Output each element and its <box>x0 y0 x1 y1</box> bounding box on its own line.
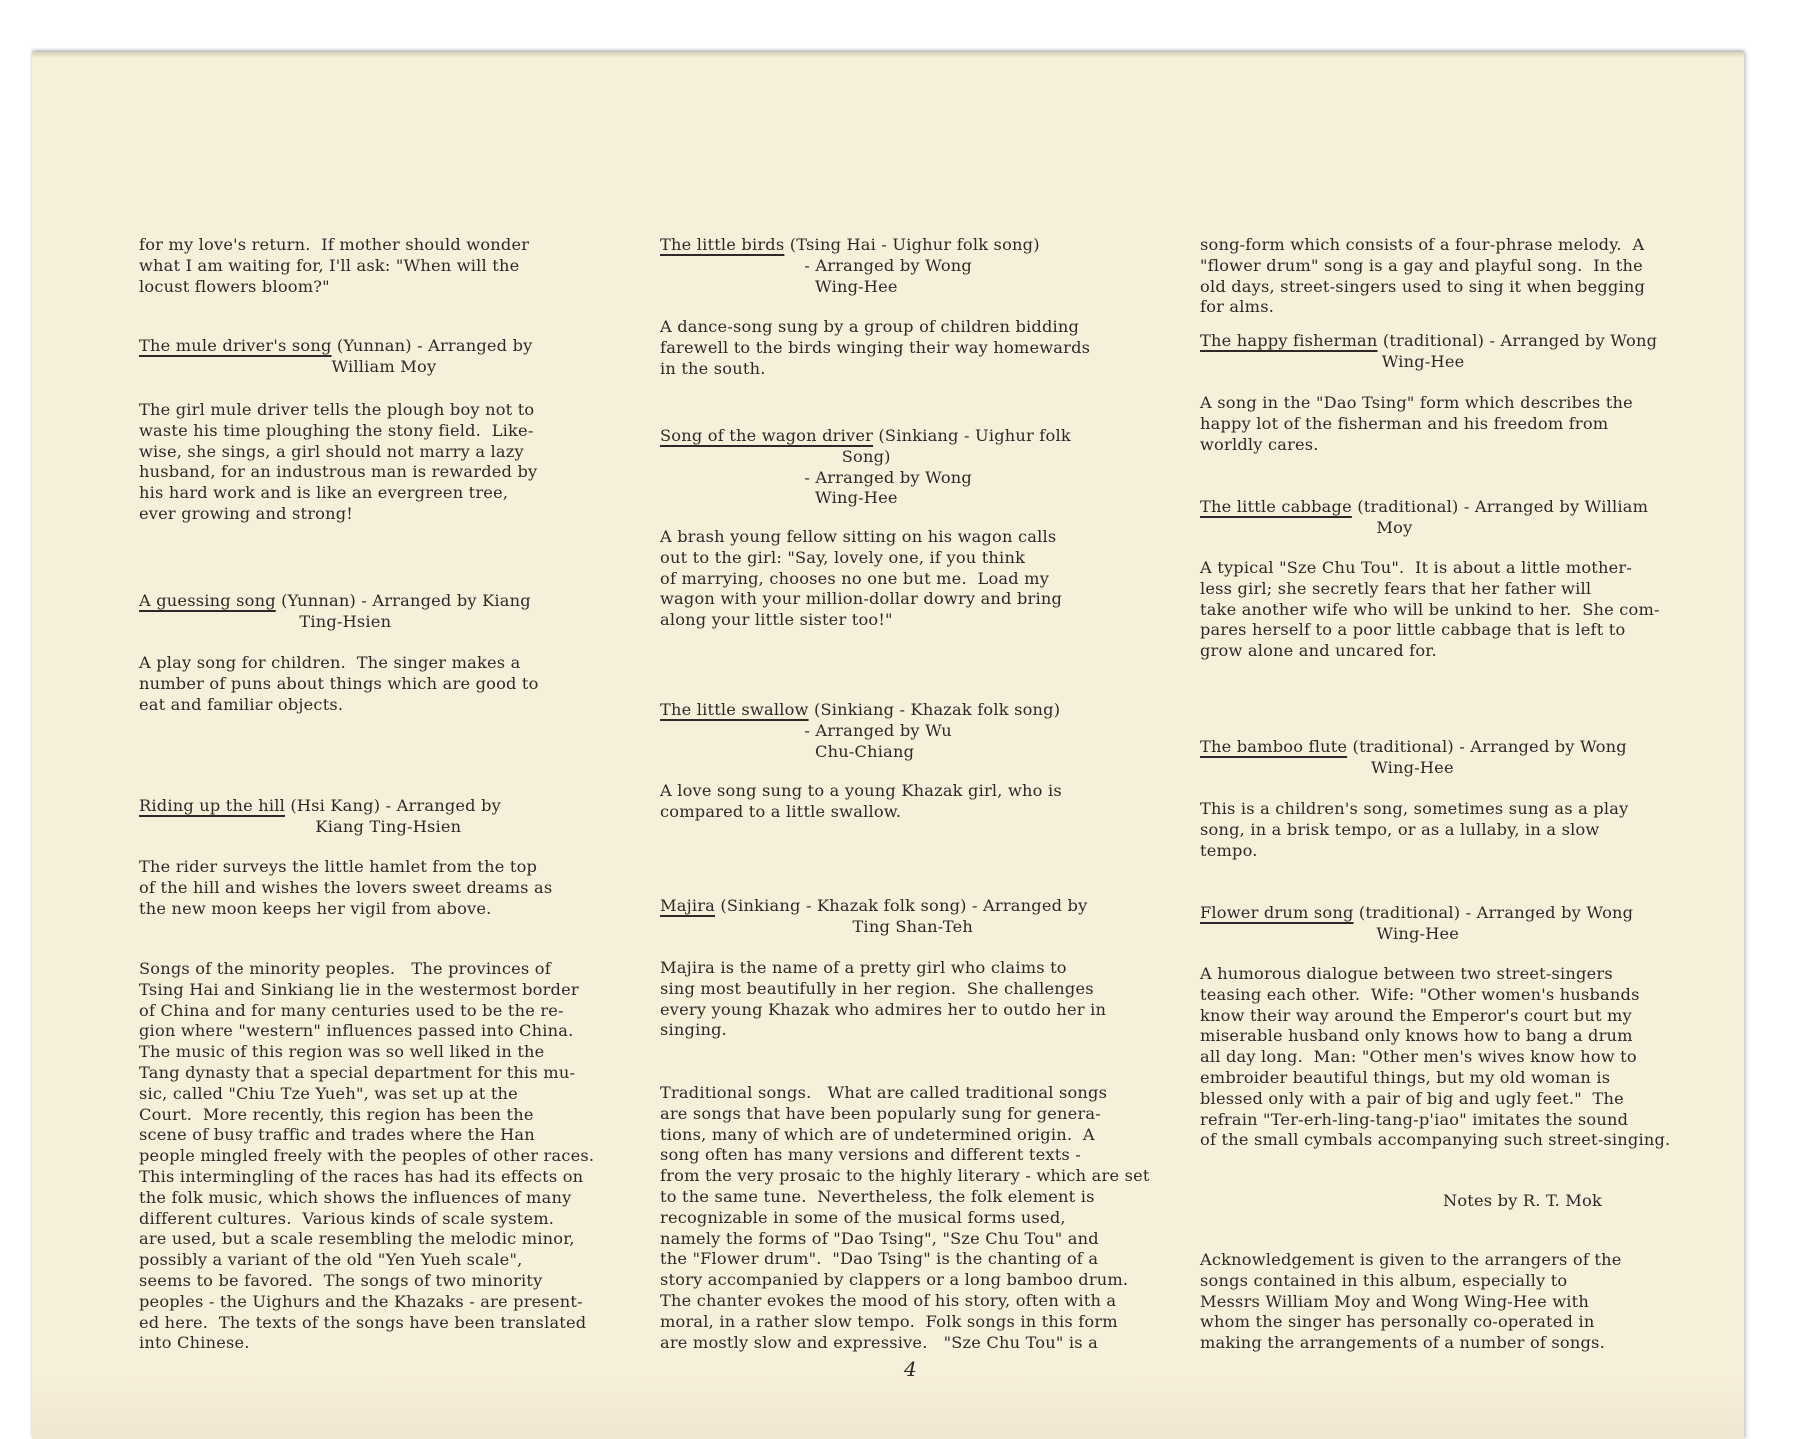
song-description: The girl mule driver tells the plough boy not to waste his time ploughing the stony field. Like- wise, she sings, a girl should not marry a lazy husband, for an industrous man is rewarded by his hard work and is like an evergreen tree, ever growing and strong! <box>139 400 538 523</box>
song-description: A typical "Sze Chu Tou". It is about a little mother- less girl; she secretly fears that her father will take another wife who will be unkind to her. She com- pares herself to a poor little cabbage that is left to grow alone and uncared for. <box>1200 558 1660 661</box>
song-arranger: (traditional) - Arranged by Wong Wing-Hee <box>1358 903 1634 943</box>
song-arranger: (Hsi Kang) - Arranged by Kiang Ting-Hsien <box>290 796 501 836</box>
page-number: 4 <box>904 1357 917 1381</box>
song-arranger: (Sinkiang - Khazak folk song) - Arranged by Ting Shan-Teh <box>720 896 1088 936</box>
song-title: The happy fisherman <box>1200 331 1378 350</box>
song-description: This is a children's song, sometimes sung as a play song, in a brisk tempo, or as a lullaby, in a slow tempo. <box>1200 799 1629 860</box>
song-title: The bamboo flute <box>1200 737 1348 756</box>
song-arranger: (Sinkiang - Uighur folk Song) - Arranged by Wong Wing-Hee <box>804 426 1071 508</box>
song-title: The mule driver's song <box>139 336 332 355</box>
song-heading-little-cabbage <box>1200 497 1720 539</box>
song-arranger: (Yunnan) - Arranged by Kiang Ting-Hsien <box>281 591 531 631</box>
intro-paragraph-end: for my love's return. If mother should wonder what I am waiting for, I'll ask: "When will the locust flowers bloom?" <box>139 235 530 296</box>
song-title: Majira <box>660 896 716 915</box>
song-heading-little-birds <box>660 235 1180 297</box>
notes-credit: Notes by R. T. Mok <box>1443 1191 1603 1210</box>
song-title: The little birds <box>660 235 785 254</box>
song-title: Flower drum song <box>1200 903 1354 922</box>
song-heading-little-swallow <box>660 700 1180 762</box>
song-arranger: (Tsing Hai - Uighur folk song) - Arranged by Wong Wing-Hee <box>789 235 1040 296</box>
song-title: The little cabbage <box>1200 497 1352 516</box>
acknowledgement: Acknowledgement is given to the arrangers of the songs contained in this album, especially to Messrs William Moy and Wong Wing-Hee with whom the singer has personally co-operated in making the arrangements of a number of songs. <box>1200 1250 1622 1353</box>
essay-traditional-songs: Traditional songs. What are called traditional songs are songs that have been popularly sung for genera- tions, many of which are of undetermined origin. A song often has many versions and different texts - from the very prosaic to the highly literary - which are set to the same tune. Nevertheless, the folk element is recognizable in some of the musical forms used, namely the forms of "Dao Tsing", "Sze Chu Tou" and the "Flower drum". "Dao Tsing" is the chanting of a story accompanied by clappers or a long bamboo drum. The chanter evokes the mood of his story, often with a moral, in a rather slow tempo. Folk songs in this form are mostly slow and expressive. "Sze Chu Tou" is a <box>660 1083 1150 1352</box>
song-description: A dance-song sung by a group of children bidding farewell to the birds winging their way homewards in the south. <box>660 317 1091 378</box>
song-title: The little swallow <box>660 700 809 719</box>
song-heading-majira <box>660 896 1180 938</box>
song-heading-mule-driver <box>139 336 649 378</box>
song-heading-riding-up-the-hill <box>139 796 649 838</box>
song-heading-bamboo-flute <box>1200 737 1720 779</box>
song-description: A brash young fellow sitting on his wagon calls out to the girl: "Say, lovely one, if you think of marrying, chooses no one but me. Load my wagon with your million-dollar dowry and bring along your little sister too!" <box>660 527 1063 630</box>
song-arranger: (traditional) - Arranged by Wong Wing-Hee <box>1352 737 1627 777</box>
song-arranger: (traditional) - Arranged by William Moy <box>1357 497 1649 537</box>
song-description: A humorous dialogue between two street-singers teasing each other. Wife: "Other women's husbands know their way around the Emperor's court but my miserable husband only knows how to bang a drum all day long. Man: "Other men's wives know how to embroider beautiful things, but my old woman is blessed only with a pair of big and ugly feet." The refrain "Ter-erh-ling-tang-p'iao" imitates the sound of the small cymbals accompanying such street-singing. <box>1200 964 1671 1150</box>
song-description: A love song sung to a young Khazak girl, who is compared to a little swallow. <box>660 781 1062 821</box>
essay-minority-peoples: Songs of the minority peoples. The provinces of Tsing Hai and Sinkiang lie in the westermost border of China and for many centuries used to be the re- gion where "western" influences passed into China. The music of this region was so well liked in the Tang dynasty that a special department for this mu- sic, called "Chiu Tze Yueh", was set up at the Court. More recently, this region has been the scene of busy traffic and trades where the Han people mingled freely with the peoples of other races. This intermingling of the races has had its effects on the folk music, which shows the influences of many different cultures. Various kinds of scale system. are used, but a scale resembling the melodic minor, possibly a variant of the old "Yen Yueh scale", seems to be favored. The songs of two minority peoples - the Uighurs and the Khazaks - are present- ed here. The texts of the songs have been translated into Chinese. <box>139 959 595 1353</box>
song-description: The rider surveys the little hamlet from the top of the hill and wishes the lovers sweet dreams as the new moon keeps her vigil from above. <box>139 857 553 918</box>
song-heading-guessing-song <box>139 591 649 633</box>
song-heading-flower-drum <box>1200 903 1720 945</box>
essay-continuation: song-form which consists of a four-phrase melody. A "flower drum" song is a gay and playful song. In the old days, street-singers used to sing it when begging for alms. <box>1200 235 1646 317</box>
song-title: Riding up the hill <box>139 796 285 815</box>
song-arranger: (Sinkiang - Khazak folk song) - Arranged by Wu Chu-Chiang <box>804 700 1061 761</box>
song-heading-wagon-driver <box>660 426 1180 509</box>
booklet-page <box>32 52 1744 1439</box>
song-title: Song of the wagon driver <box>660 426 874 445</box>
song-heading-happy-fisherman <box>1200 331 1720 373</box>
song-arranger: (traditional) - Arranged by Wong Wing-Hee <box>1381 331 1658 371</box>
song-description: A song in the "Dao Tsing" form which describes the happy lot of the fisherman and his freedom from worldly cares. <box>1200 393 1633 454</box>
page-bottom-edge <box>32 1379 1744 1439</box>
song-title: A guessing song <box>139 591 276 610</box>
song-arranger: (Yunnan) - Arranged by William Moy <box>331 336 533 376</box>
song-description: Majira is the name of a pretty girl who claims to sing most beautifully in her region. She challenges every young Khazak who admires her to outdo her in singing. <box>660 958 1107 1040</box>
song-description: A play song for children. The singer makes a number of puns about things which are good to eat and familiar objects. <box>139 653 539 714</box>
page-top-edge <box>32 52 1744 58</box>
